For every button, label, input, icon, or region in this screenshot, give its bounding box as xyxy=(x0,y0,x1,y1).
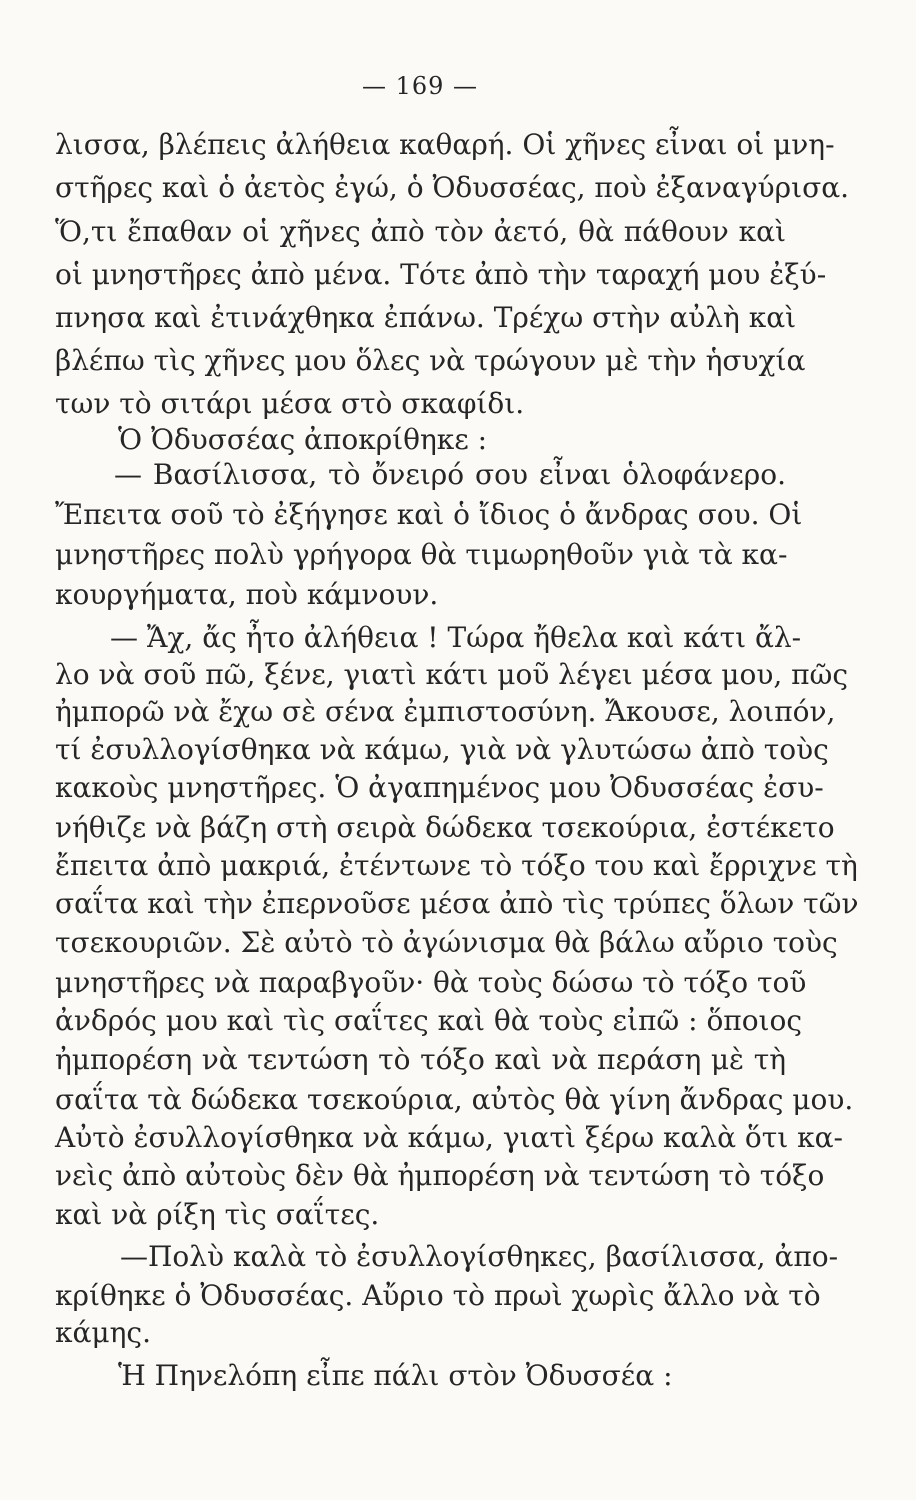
text-line: Ἡ Πηνελόπη εἶπε πάλι στὸν Ὀδυσσέα : xyxy=(118,1359,673,1392)
text-line: στῆρες καὶ ὁ ἀετὸς ἐγώ, ὁ Ὀδυσσέας, ποὺ ἐξαναγύρισα. xyxy=(55,171,850,204)
text-line: τσεκουριῶν. Σὲ αὐτὸ τὸ ἀγώνισμα θὰ βάλω αὔριο τοὺς xyxy=(55,926,838,959)
text-line: καὶ νὰ ρίξη τὶς σαΐτες. xyxy=(55,1198,380,1231)
text-line: ἠμπορέση νὰ τεντώση τὸ τόξο καὶ νὰ περάση μὲ τὴ xyxy=(55,1043,786,1076)
page-number: — 169 — xyxy=(361,72,479,100)
text-line: τί ἐσυλλογίσθηκα νὰ κάμω, γιὰ νὰ γλυτώσω ἀπὸ τοὺς xyxy=(55,733,829,766)
text-line: — Βασίλισσα, τὸ ὄνειρό σου εἶναι ὁλοφάνερο. xyxy=(114,458,786,491)
text-line: κακοὺς μνηστῆρες. Ὁ ἀγαπημένος μου Ὀδυσσέας ἐσυ- xyxy=(55,771,824,804)
text-line: σαΐτα καὶ τὴν ἐπερνοῦσε μέσα ἀπὸ τὶς τρύπες ὅλων τῶν xyxy=(55,887,859,920)
text-line: ἔπειτα ἀπὸ μακριά, ἐτέντωνε τὸ τόξο του καὶ ἔρριχνε τὴ xyxy=(55,849,858,882)
text-line: κουργήματα, ποὺ κάμνουν. xyxy=(55,578,439,611)
text-line: Ἔπειτα σοῦ τὸ ἐξήγησε καὶ ὁ ἴδιος ὁ ἄνδρας σου. Οἱ xyxy=(55,498,803,531)
text-line: — Ἄχ, ἄς ἦτο ἀλήθεια ! Τώρα ἤθελα καὶ κάτι ἄλ- xyxy=(110,621,802,654)
text-line: οἱ μνηστῆρες ἀπὸ μένα. Τότε ἀπὸ τὴν ταραχή μου ἐξύ- xyxy=(55,258,827,291)
text-line: Αὐτὸ ἐσυλλογίσθηκα νὰ κάμω, γιατὶ ξέρω καλὰ ὅτι κα- xyxy=(55,1121,844,1154)
text-line: νεὶς ἀπὸ αὐτοὺς δὲν θὰ ἠμπορέση νὰ τεντώση τὸ τόξο xyxy=(55,1159,825,1192)
text-line: των τὸ σιτάρι μέσα στὸ σκαφίδι. xyxy=(55,387,525,420)
text-line: κάμης. xyxy=(55,1316,151,1349)
text-line: —Πολὺ καλὰ τὸ ἐσυλλογίσθηκες, βασίλισσα, ἀπο- xyxy=(120,1240,839,1273)
text-line: ἠμπορῶ νὰ ἔχω σὲ σένα ἐμπιστοσύνη. Ἄκουσε, λοιπόν, xyxy=(55,695,836,728)
text-line: Ὁ Ὀδυσσέας ἀποκρίθηκε : xyxy=(118,423,488,456)
text-line: πνησα καὶ ἐτινάχθηκα ἐπάνω. Τρέχω στὴν αὐλὴ καὶ xyxy=(55,301,797,334)
text-line: σαΐτα τὰ δώδεκα τσεκούρια, αὐτὸς θὰ γίνη ἄνδρας μου. xyxy=(55,1083,854,1116)
text-line: μνηστῆρες νὰ παραβγοῦν· θὰ τοὺς δώσω τὸ τόξο τοῦ xyxy=(55,966,807,999)
text-line: λο νὰ σοῦ πῶ, ξένε, γιατὶ κάτι μοῦ λέγει μέσα μου, πῶς xyxy=(55,658,849,691)
text-line: βλέπω τὶς χῆνες μου ὅλες νὰ τρώγουν μὲ τὴν ἡσυχία xyxy=(55,344,806,377)
text-line: κρίθηκε ὁ Ὀδυσσέας. Αὔριο τὸ πρωὶ χωρὶς ἄλλο νὰ τὸ xyxy=(55,1279,821,1312)
text-line: νήθιζε νὰ βάζη στὴ σειρὰ δώδεκα τσεκούρια, ἐστέκετο xyxy=(55,811,835,844)
text-line: Ὅ,τι ἔπαθαν οἱ χῆνες ἀπὸ τὸν ἀετό, θὰ πάθουν καὶ xyxy=(55,215,786,248)
text-line: μνηστῆρες πολὺ γρήγορα θὰ τιμωρηθοῦν γιὰ τὰ κα- xyxy=(55,538,788,571)
text-line: λισσα, βλέπεις ἀλήθεια καθαρή. Οἱ χῆνες εἶναι οἱ μνη- xyxy=(55,128,835,161)
text-line: ἀνδρός μου καὶ τὶς σαΐτες καὶ θὰ τοὺς εἰπῶ : ὅποιος xyxy=(55,1004,803,1037)
